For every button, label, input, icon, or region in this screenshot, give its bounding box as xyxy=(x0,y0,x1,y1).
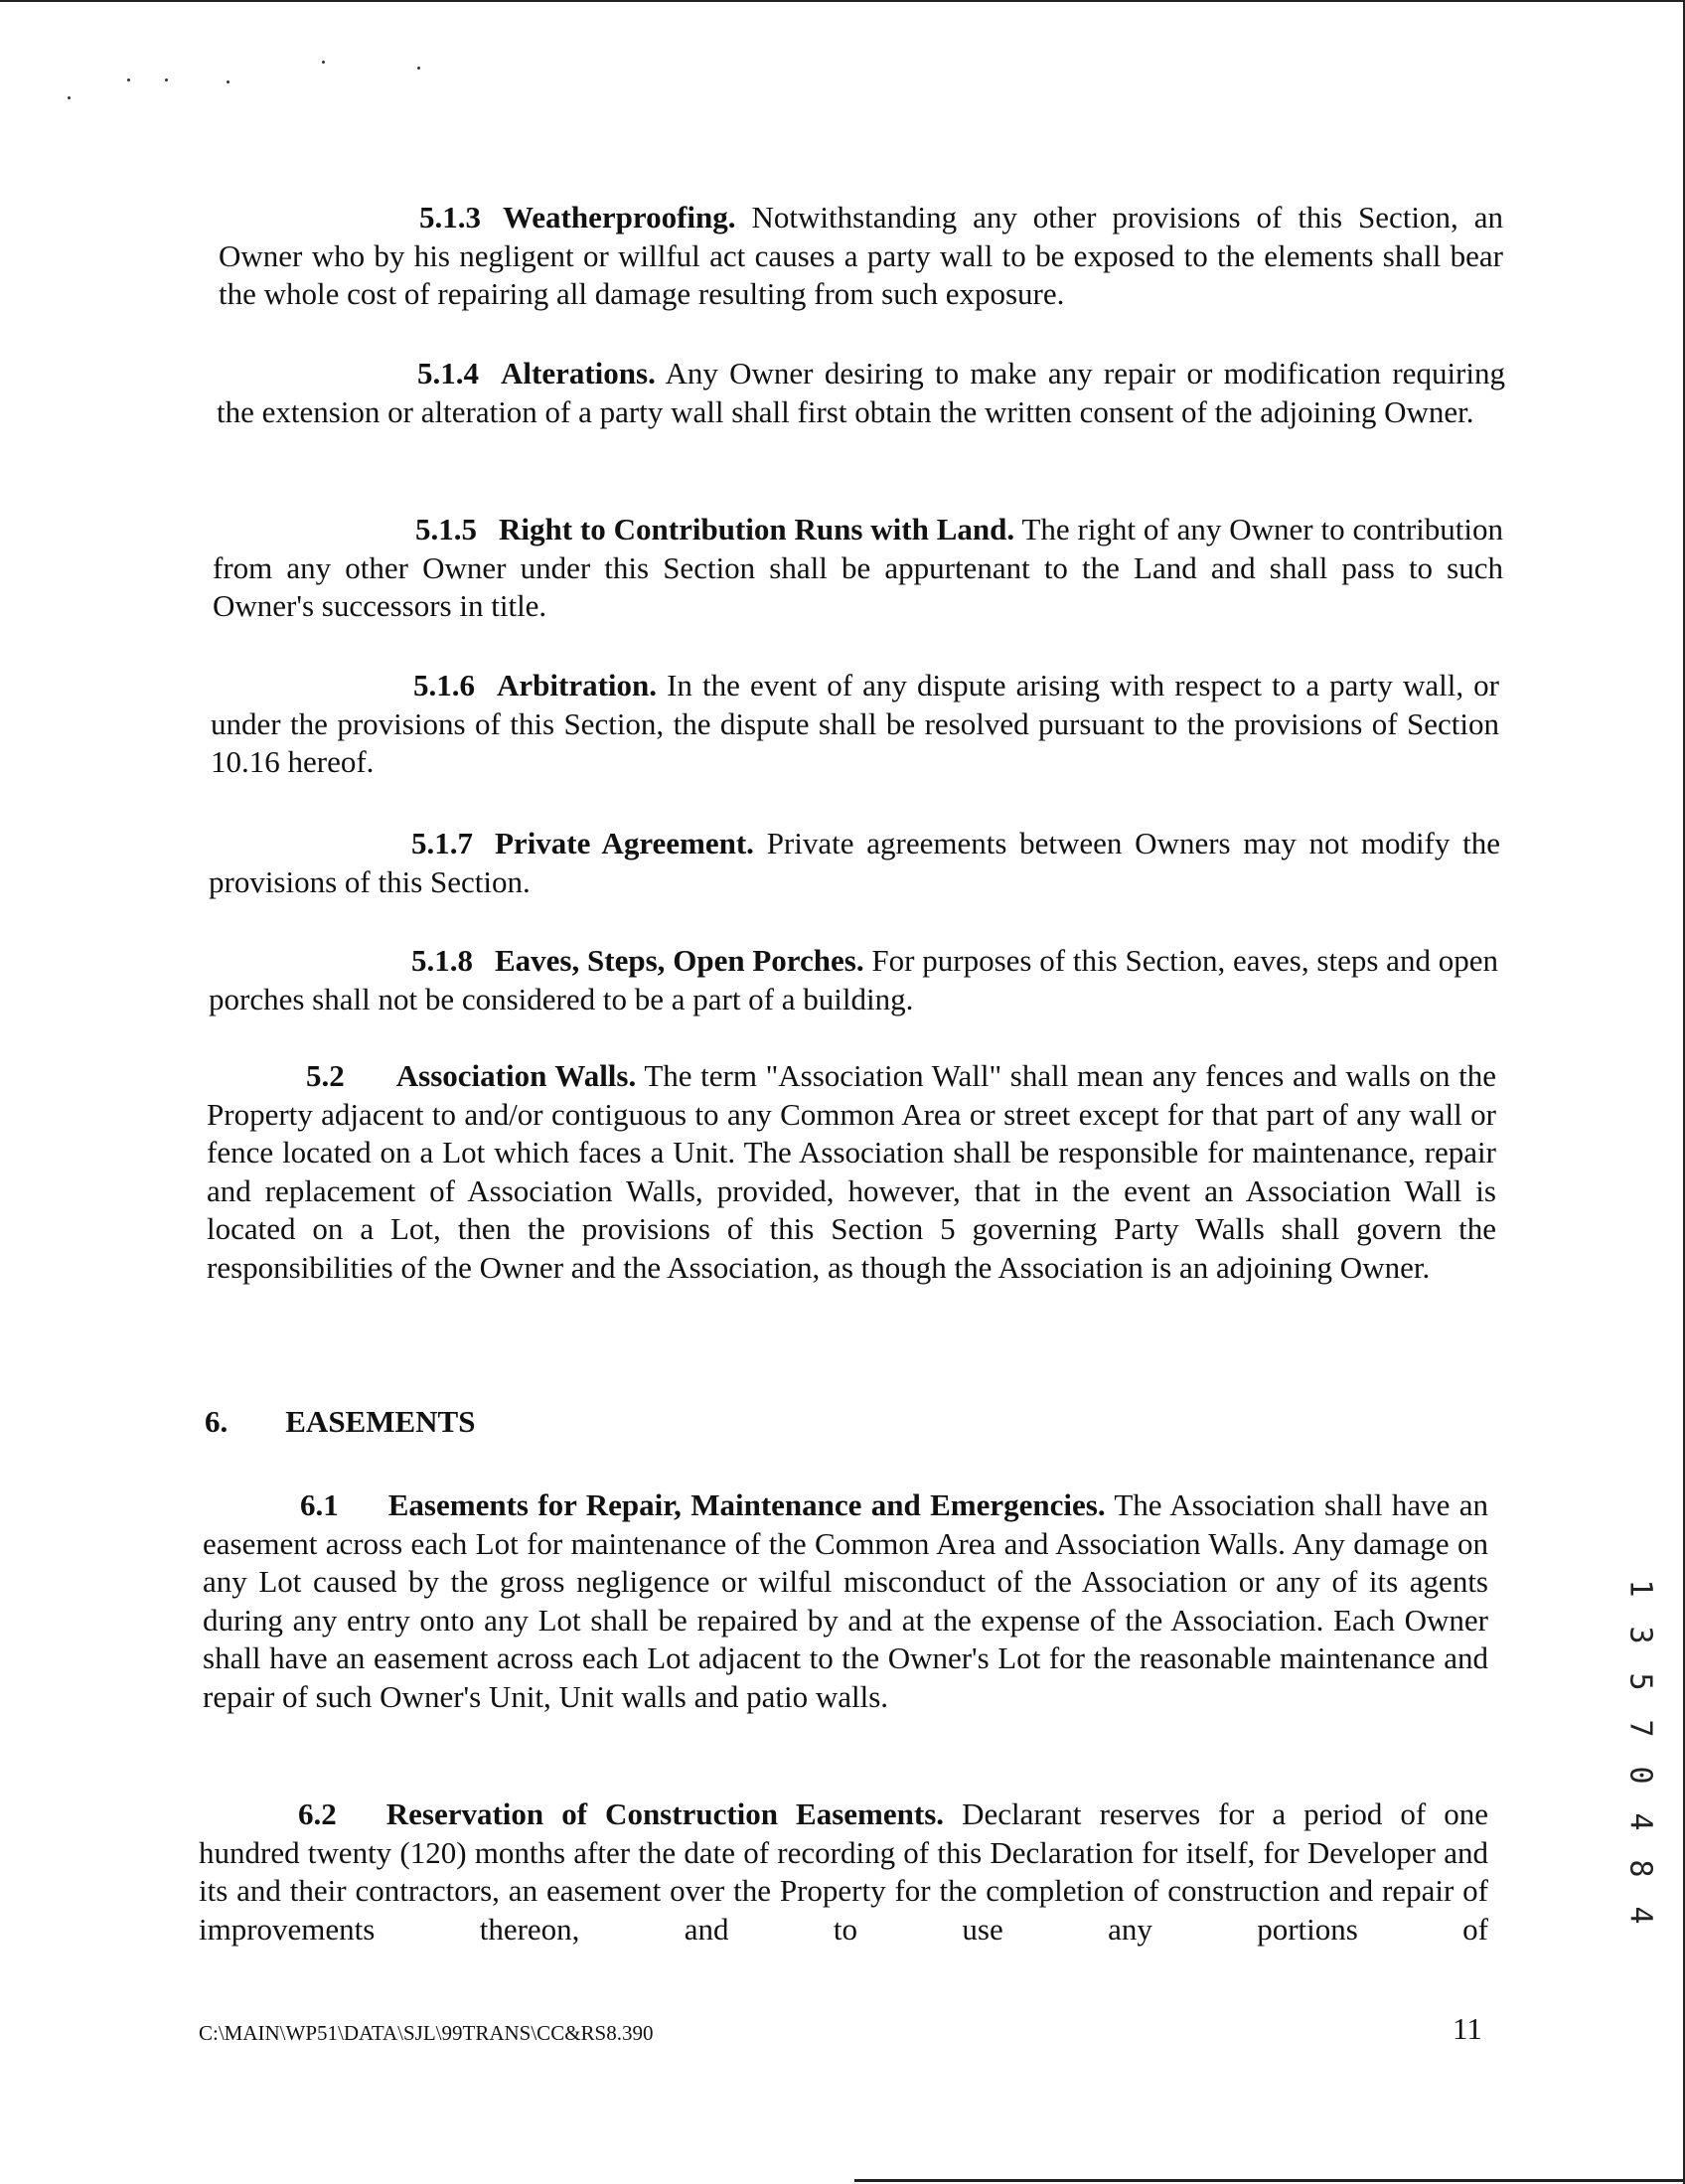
section-number: 6. xyxy=(205,1404,229,1439)
section-5-2 xyxy=(207,1057,1496,1287)
recording-stamp xyxy=(1622,1565,1658,1939)
section-text: Declarant reserves for a period of one hundred twenty (120) months after the date of recording of this Declaration for itself, for Developer and its and their contractors, an easement over the Property for the completion of construction and repair of improvements thereon, and to use any portions of xyxy=(199,1796,1489,1947)
section-title: Weatherproofing. xyxy=(503,200,736,234)
section-number: 6.1 xyxy=(300,1487,339,1522)
stamp-char: 3 xyxy=(1622,1626,1658,1644)
section-number: 5.1.7 xyxy=(411,826,473,860)
stamp-char: 8 xyxy=(1622,1859,1658,1878)
section-title: Right to Contribution Runs with Land. xyxy=(499,512,1015,546)
stamp-char: 7 xyxy=(1622,1719,1658,1738)
section-text: Notwithstanding any other provisions of this Section, an Owner who by his negligent or willful act causes a party wall to be exposed to the elements shall bear the whole cost of repairing all damage resulting from such exposure. xyxy=(219,200,1503,311)
section-title: Reservation of Construction Easements. xyxy=(385,1796,945,1831)
section-5-1-3 xyxy=(219,199,1503,314)
section-title: Eaves, Steps, Open Porches. xyxy=(495,943,864,978)
section-number: 5.1.6 xyxy=(413,668,475,702)
section-text: Private agreements between Owners may not modify the provisions of this Section. xyxy=(209,826,1500,899)
section-number: 5.1.5 xyxy=(415,512,477,546)
section-5-1-4 xyxy=(217,355,1505,431)
section-5-1-6 xyxy=(211,667,1499,782)
section-number: 5.1.4 xyxy=(417,356,479,390)
section-title: Easements for Repair, Maintenance and Emergencies. xyxy=(387,1487,1106,1522)
section-number: 5.1.3 xyxy=(419,200,481,234)
section-title: Private Agreement. xyxy=(495,826,754,860)
footer-file-path: C:\MAIN\WP51\DATA\SJL\99TRANS\CC&RS8.390 xyxy=(199,2021,654,2045)
section-6-2 xyxy=(199,1795,1488,1949)
section-text: The Association shall have an easement across each Lot for maintenance of the Common Area and Association Walls. Any damage on any Lot caused by the gross negligence or wilful misconduct of the Association or any of its agents during any entry onto any Lot shall be repaired by and at the expense of the Association. Each Owner shall have an easement across each Lot adjacent to the Owner's Lot for the reasonable maintenance and repair of such Owner's Unit, Unit walls and patio walls. xyxy=(203,1487,1488,1714)
section-text: The term "Association Wall" shall mean any fences and walls on the Property adjacent to and/or contiguous to any Common Area or street except for that part of any wall or fence located on a Lot which faces a Unit. The Association shall be responsible for maintenance, repair and replacement of Association Walls, provided, however, that in the event an Association Wall is located on a Lot, then the provisions of this Section 5 governing Party Walls shall govern the responsibilities of the Owner and the Association, as though the Association is an adjoining Owner. xyxy=(207,1058,1496,1285)
section-title: Association Walls. xyxy=(395,1058,637,1093)
section-number: 5.2 xyxy=(306,1058,345,1093)
bottom-rule xyxy=(854,2179,1685,2182)
section-5-1-8 xyxy=(209,942,1498,1018)
stamp-char: 4 xyxy=(1622,1812,1658,1831)
stamp-char: 1 xyxy=(1622,1579,1658,1598)
section-6-heading xyxy=(205,1403,475,1441)
section-number: 5.1.8 xyxy=(411,943,473,978)
section-5-1-5 xyxy=(213,511,1503,626)
section-title: EASEMENTS xyxy=(285,1404,476,1439)
section-text: The right of any Owner to contribution from any other Owner under this Section shall be appurtenant to the Land and shall pass to such Owner's successors in title. xyxy=(213,512,1503,623)
section-text: For purposes of this Section, eaves, steps and open porches shall not be considered to be a part of a building. xyxy=(209,943,1498,1016)
section-6-1 xyxy=(203,1486,1488,1716)
page-border-top xyxy=(0,0,1685,2)
section-title: Alterations. xyxy=(501,356,656,390)
stamp-char: 4 xyxy=(1622,1906,1658,1925)
section-text: In the event of any dispute arising with respect to a party wall, or under the provisions of this Section, the dispute shall be resolved pursuant to the provisions of Section 10.16 hereof. xyxy=(211,668,1500,779)
section-text: Any Owner desiring to make any repair or modification requiring the extension or alteration of a party wall shall first obtain the written consent of the adjoining Owner. xyxy=(217,356,1505,429)
page-number: 11 xyxy=(1453,2011,1482,2046)
section-title: Arbitration. xyxy=(497,668,658,702)
section-number: 6.2 xyxy=(298,1796,337,1831)
section-5-1-7 xyxy=(209,825,1500,901)
scan-specks xyxy=(60,55,437,104)
stamp-char: 0 xyxy=(1622,1766,1658,1785)
stamp-char: 5 xyxy=(1622,1672,1658,1691)
